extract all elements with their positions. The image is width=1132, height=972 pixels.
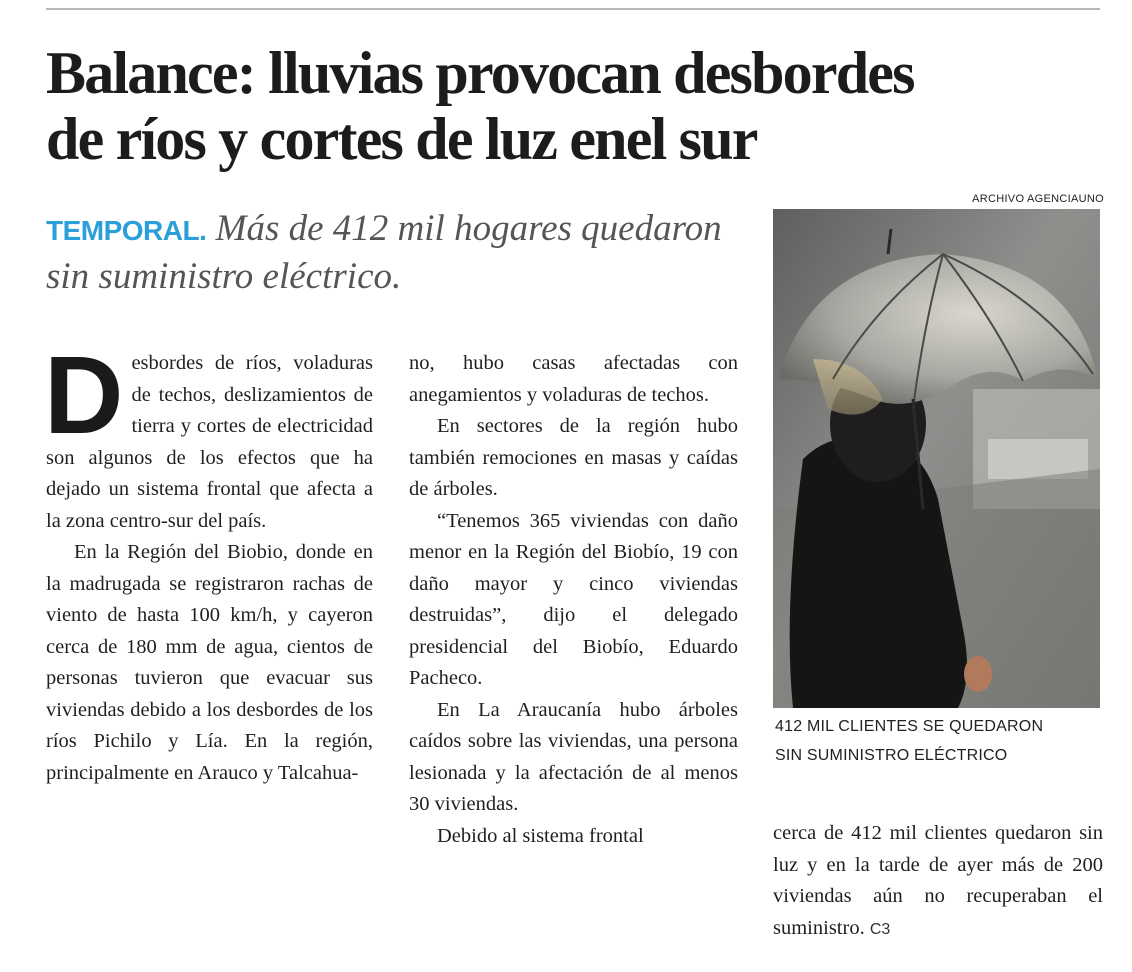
paragraph-5: En La Araucanía hubo árboles caídos sobre las viviendas, una persona lesionada y la afectación de al menos 30 viviendas.	[409, 698, 738, 815]
paragraph-6-continued: cerca de 412 mil clientes quedaron sin luz y en la tarde de ayer más de 200 viviendas aún no recuperaban el suministro. C3	[773, 822, 1103, 939]
section-tag: TEMPORAL.	[46, 215, 207, 246]
kicker	[46, 206, 746, 300]
photo-caption	[775, 712, 1100, 770]
umbrella-person-image	[773, 209, 1100, 708]
headline-line-2: de ríos y cortes de luz enel sur	[46, 106, 757, 172]
paragraph-4: “Tenemos 365 viviendas con daño menor en la Región del Biobío, 19 con daño mayor y cinco viviendas destruidas”, dijo el delegado presidencial del Biobío, Eduardo Pacheco.	[409, 509, 738, 689]
article-photo	[773, 209, 1100, 708]
paragraph-1-text: esbordes de ríos, voladuras de techos, deslizamientos de tierra y cortes de electricidad son algunos de los efectos que ha dejado un sistema frontal que afecta a la zona centro-sur del país.	[46, 352, 373, 532]
photo-caption-line-1: 412 MIL CLIENTES SE QUEDARON	[775, 718, 1044, 735]
headline	[46, 40, 1106, 172]
drop-cap: D	[44, 334, 124, 457]
paragraph-2	[46, 537, 373, 789]
photo-credit: ARCHIVO AGENCIAUNO	[972, 193, 1104, 205]
article-column-3	[773, 818, 1103, 945]
paragraph-3: En sectores de la región hubo también remociones en masas y caídas de árboles.	[409, 415, 738, 500]
paragraph-6: Debido al sistema frontal	[437, 824, 644, 847]
paragraph-2-continued: no, hubo casas afectadas con anegamientos y voladuras de techos.	[409, 352, 738, 406]
article-column-2	[409, 348, 738, 852]
paragraph-1	[44, 334, 373, 537]
end-mark: C3	[869, 920, 891, 938]
top-rule	[46, 8, 1100, 10]
paragraph-2-text: En la Región del Biobio, donde en la madrugada se registraron rachas de viento de hasta 100 km/h, y cayeron cerca de 180 mm de agua, cientos de personas tuvieron que evacuar sus viviendas debido a los desbordes de los ríos Pichilo y Lía. En la región, principalmente en Arauco y Talcahua-	[46, 541, 373, 784]
photo-caption-line-2: SIN SUMINISTRO ELÉCTRICO	[775, 747, 1008, 764]
subheadline: Más de 412 mil hogares quedaron sin suministro eléctrico.	[46, 208, 722, 297]
article-column-1	[44, 334, 373, 789]
headline-line-1: Balance: lluvias provocan desbordes	[46, 40, 914, 106]
